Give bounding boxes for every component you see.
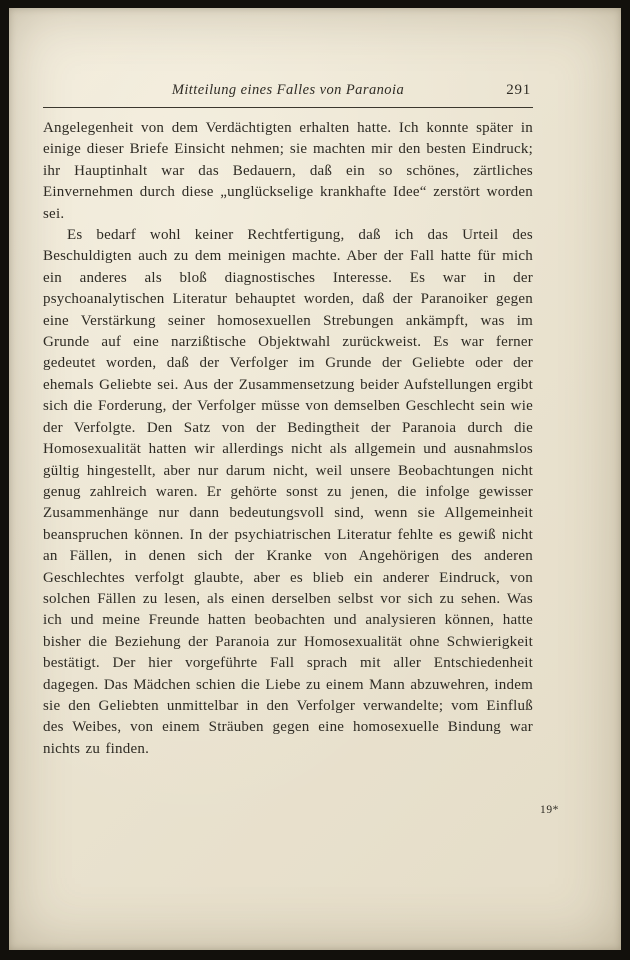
page-header [43,82,533,102]
signature-mark: 19* [540,804,559,816]
body-text [43,118,533,760]
book-page [9,8,621,950]
text-block [43,82,533,760]
paragraph: Angelegenheit von dem Verdächtigten erhalten hatte. Ich konnte später in einige dieser Briefe Einsicht nehmen; sie machten mir den besten Eindruck; ihr Hauptinhalt war das Bedauern, daß ein so schönes, zärtliches Einvernehmen durch diese „unglückselige krankhafte Idee“ zerstört worden sei. [43,120,533,222]
running-title: Mitteilung eines Falles von Paranoia [171,82,405,98]
header-rule [43,107,533,108]
paragraph: Es bedarf wohl keiner Rechtfertigung, daß ich das Urteil des Beschuldigten auch zu dem meinigen machte. Aber der Fall hatte für mich ein anderes als bloß diagnostisches Interesse. Es war in der psychoanalytischen Literatur behauptet worden, daß der Paranoiker gegen eine Verstärkung seiner homosexuellen Strebungen ankämpft, was im Grunde auf eine narzißtische Objektwahl zurückweist. Es war ferner gedeutet worden, daß der Verfolger im Grunde der Geliebte oder der ehemals Geliebte sei. Aus der Zusammensetzung beider Aufstellungen ergibt sich die Forderung, der Verfolger müsse von demselben Geschlecht sein wie der Verfolgte. Den Satz von der Bedingtheit der Paranoia durch die Homosexualität hatten wir allerdings nicht als allgemein und ausnahmslos gültig hingestellt, aber nur darum nicht, weil unsere Beobachtungen nicht genug zahlreich waren. Er gehörte sonst zu jenen, die infolge gewisser Zusammenhänge nur dann bedeutungsvoll sind, wenn sie Allgemeinheit beanspruchen können. In der psychiatrischen Literatur fehlte es gewiß nicht an Fällen, in denen sich der Kranke von Angehörigen des anderen Geschlechtes verfolgt glaubte, aber es blieb ein anderer Eindruck, von solchen Fällen zu lesen, als einen derselben selbst vor sich zu sehen. Was ich und meine Freunde hatten beobachten und analysieren können, hatte bisher die Beziehung der Paranoia zur Homosexualität ohne Schwierigkeit bestätigt. Der hier vorgeführte Fall sprach mit aller Entschiedenheit dagegen. Das Mädchen schien die Liebe zu einem Mann abzuwehren, indem sie den Geliebten unmittelbar in den Verfolger verwandelte; vom Einfluß des Weibes, von einem Sträuben gegen eine homosexuelle Bindung war nichts zu finden. [43,227,533,757]
page-number: 291 [506,82,531,98]
